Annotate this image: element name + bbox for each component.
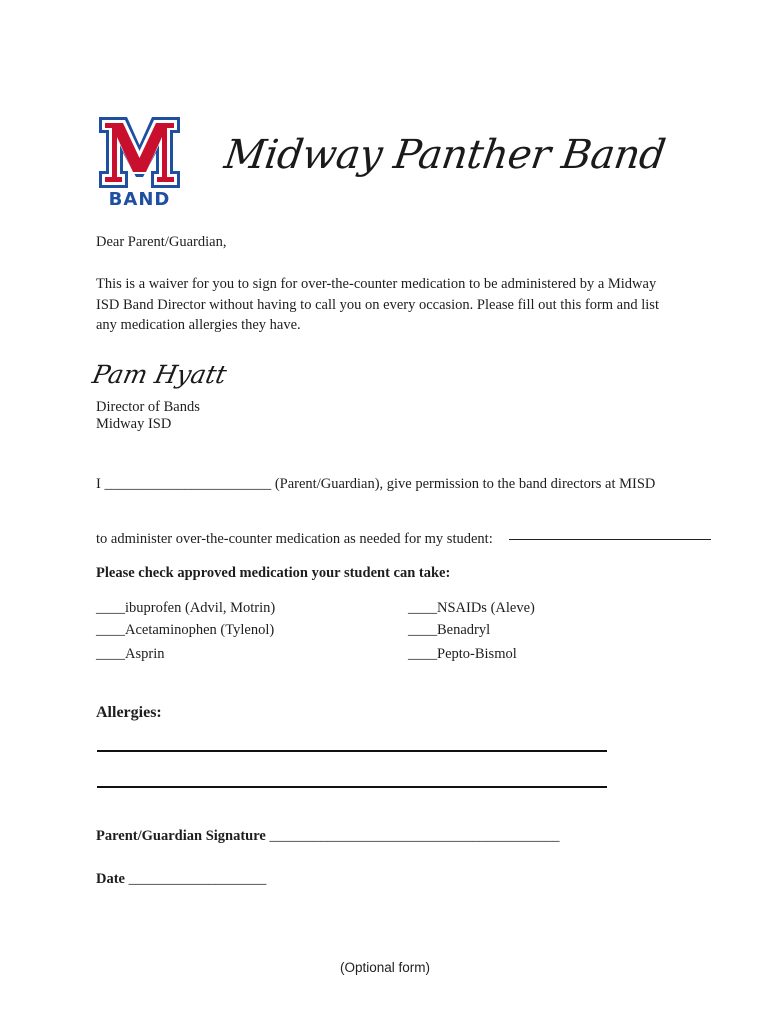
- guardian-signature-row: [96, 828, 559, 845]
- date-field[interactable]: ___________________: [128, 871, 267, 887]
- date-row: [96, 871, 266, 888]
- medication-option-acetaminophen[interactable]: ____Acetaminophen (Tylenol): [96, 622, 275, 638]
- permission-line-1: [96, 474, 655, 495]
- date-label: Date: [96, 871, 125, 887]
- intro-paragraph: [96, 274, 696, 336]
- medication-option-ibuprofen[interactable]: ____ibuprofen (Advil, Motrin): [96, 600, 276, 616]
- allergies-heading: Allergies:: [96, 704, 162, 721]
- guardian-signature-label: Parent/Guardian Signature: [96, 828, 266, 844]
- permission-line-2: to administer over-the-counter medication as needed for my student:: [96, 531, 493, 547]
- director-title: Director of Bands: [96, 399, 200, 415]
- permission-prefix: I: [96, 476, 101, 492]
- band-logo: [97, 115, 182, 210]
- allergy-field-line-2[interactable]: [97, 786, 607, 788]
- medication-option-pepto-bismol[interactable]: ____Pepto-Bismol: [408, 646, 517, 662]
- medication-option-benadryl[interactable]: ____Benadryl: [408, 622, 491, 638]
- medication-option-asprin[interactable]: ____Asprin: [96, 646, 165, 662]
- footer-note: (Optional form): [339, 960, 431, 975]
- director-org: Midway ISD: [96, 416, 172, 432]
- director-signature: Pam Hyatt: [89, 360, 230, 389]
- guardian-signature-field[interactable]: ________________________________________: [269, 828, 560, 844]
- m-logo-icon: [97, 115, 182, 190]
- allergy-field-line-1[interactable]: [97, 750, 607, 752]
- medication-option-nsaids[interactable]: ____NSAIDs (Aleve): [408, 600, 535, 616]
- student-name-field[interactable]: [509, 539, 711, 540]
- greeting: Dear Parent/Guardian,: [96, 234, 227, 250]
- logo-band-label: BAND: [108, 189, 171, 210]
- intro-line: any medication allergies they have.: [96, 317, 301, 333]
- intro-line: ISD Band Director without having to call you on every occasion. Please fill out this form and list: [96, 296, 659, 313]
- intro-line: This is a waiver for you to sign for over-the-counter medication to be administered by a Midway: [96, 276, 657, 292]
- page-title: Midway Panther Band: [221, 132, 668, 178]
- guardian-name-field[interactable]: _______________________: [104, 476, 272, 492]
- permission-suffix: (Parent/Guardian), give permission to the band directors at MISD: [274, 476, 656, 492]
- medication-heading: Please check approved medication your student can take:: [96, 565, 451, 581]
